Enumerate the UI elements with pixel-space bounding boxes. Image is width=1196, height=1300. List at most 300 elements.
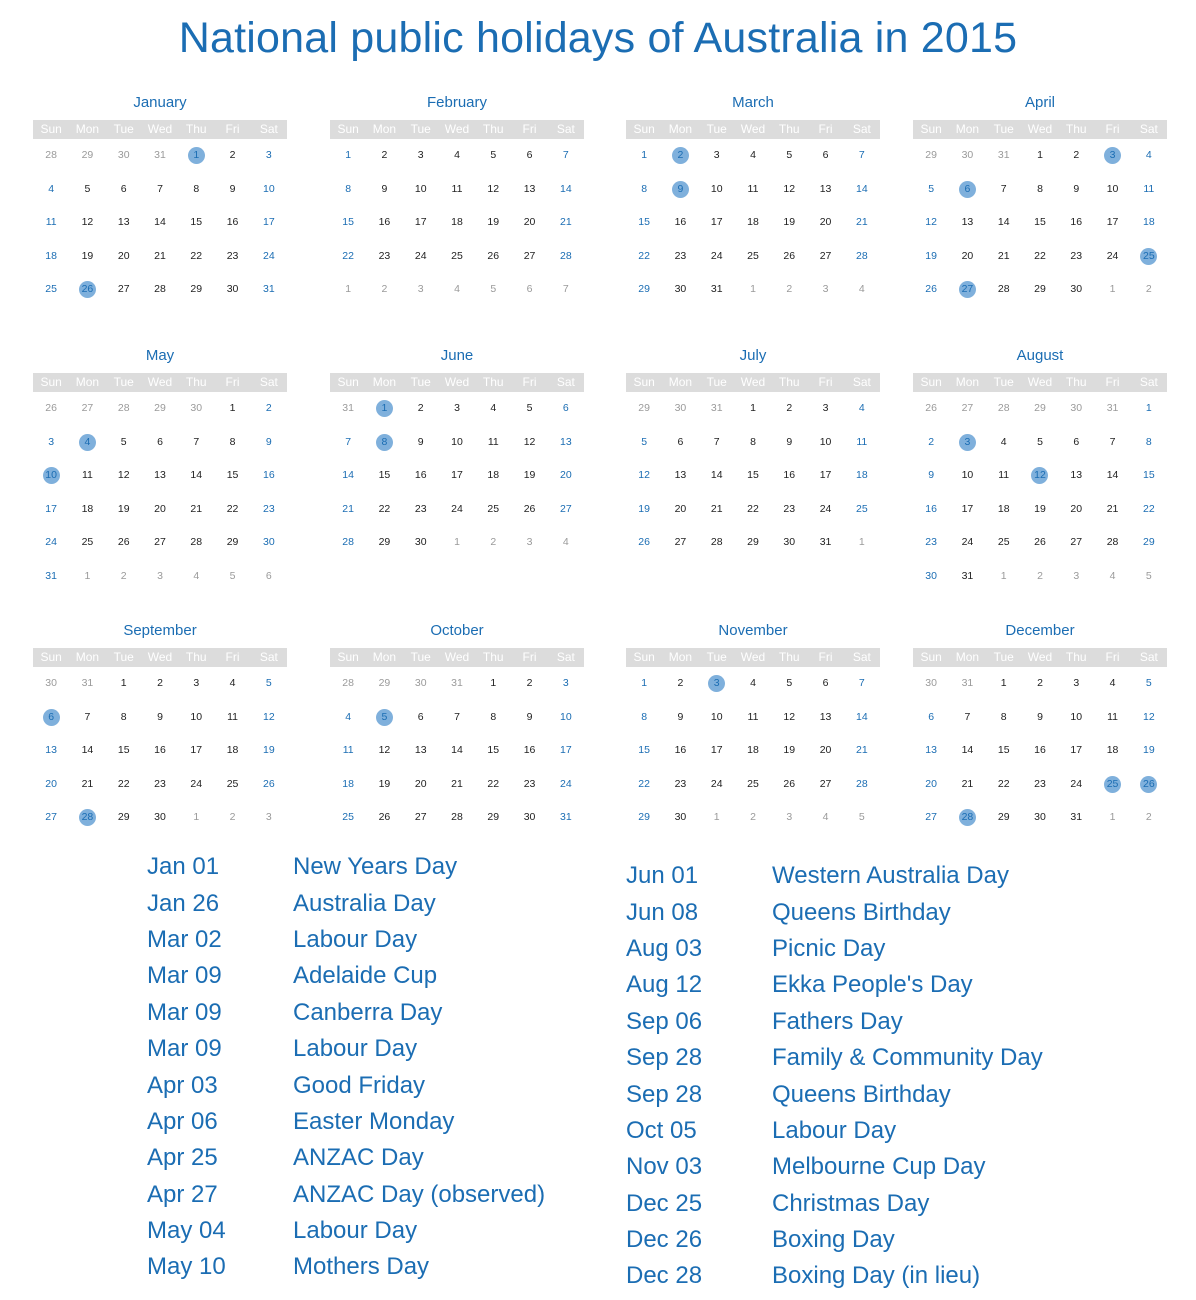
day-number: 9 xyxy=(381,182,388,195)
day-number: 17 xyxy=(1070,744,1083,757)
day-cell xyxy=(475,675,511,692)
holiday-name: Queens Birthday xyxy=(772,898,951,926)
week-row xyxy=(330,734,584,768)
weekday-label: Thu xyxy=(185,122,207,136)
month-calendar-september xyxy=(33,620,287,835)
day-number: 22 xyxy=(638,777,650,790)
week-row xyxy=(913,493,1167,527)
day-number: 4 xyxy=(750,149,756,162)
day-number: 6 xyxy=(526,149,533,162)
day-cell xyxy=(366,776,402,793)
day-cell xyxy=(807,776,843,793)
day-cell xyxy=(913,467,949,484)
day-cell xyxy=(403,501,439,518)
day-cell xyxy=(33,675,69,692)
day-number: 17 xyxy=(451,469,463,482)
day-number: 3 xyxy=(417,149,424,162)
day-number: 27 xyxy=(154,536,166,549)
day-number: 15 xyxy=(378,469,391,482)
day-number: 5 xyxy=(526,402,533,415)
day-cell xyxy=(699,776,735,793)
day-cell xyxy=(69,709,105,726)
day-cell xyxy=(178,501,214,518)
day-cell xyxy=(844,809,880,826)
weekday-label: Sat xyxy=(852,122,871,136)
day-number: 8 xyxy=(1037,182,1043,195)
day-number: 1 xyxy=(454,536,460,549)
day-cell xyxy=(844,709,880,726)
day-number: 7 xyxy=(562,149,569,162)
day-number: 9 xyxy=(1073,182,1080,195)
day-number: 3 xyxy=(265,811,272,824)
day-cell xyxy=(214,776,250,793)
month-name: May xyxy=(145,347,175,364)
month-name: August xyxy=(1016,347,1064,364)
day-cell xyxy=(142,214,178,231)
holiday-date: Dec 25 xyxy=(626,1189,703,1217)
day-cell xyxy=(626,809,662,826)
day-cell xyxy=(33,434,69,451)
day-cell xyxy=(1131,214,1167,231)
day-cell xyxy=(142,534,178,551)
day-number: 16 xyxy=(154,744,166,757)
day-number: 27 xyxy=(674,536,687,549)
day-number: 17 xyxy=(190,744,203,757)
day-cell xyxy=(142,809,178,826)
day-number: 25 xyxy=(997,536,1010,549)
day-cell xyxy=(106,501,142,518)
day-number: 18 xyxy=(1142,216,1155,229)
day-cell xyxy=(807,709,843,726)
week-row xyxy=(330,526,584,560)
day-cell xyxy=(662,675,698,692)
day-number: 19 xyxy=(783,216,796,229)
day-number: 28 xyxy=(959,809,976,826)
day-cell xyxy=(1131,147,1167,164)
week-row xyxy=(33,392,287,426)
week-row xyxy=(626,273,880,307)
week-row xyxy=(330,206,584,240)
day-cell xyxy=(771,400,807,417)
day-number: 15 xyxy=(1142,469,1155,482)
weekday-label: Tue xyxy=(706,375,727,389)
week-row xyxy=(626,493,880,527)
day-cell xyxy=(913,675,949,692)
day-number: 8 xyxy=(1145,435,1152,448)
day-number: 1 xyxy=(84,569,91,582)
day-cell xyxy=(1022,675,1058,692)
day-cell xyxy=(106,181,142,198)
day-number: 9 xyxy=(526,710,533,723)
day-number: 30 xyxy=(674,402,687,415)
day-cell xyxy=(251,400,287,417)
day-cell xyxy=(1022,434,1058,451)
day-cell xyxy=(106,568,142,585)
day-number: 5 xyxy=(229,569,236,582)
holiday-name: Labour Day xyxy=(293,1217,418,1245)
day-number: 20 xyxy=(559,469,572,482)
day-number: 30 xyxy=(925,677,937,690)
day-number: 31 xyxy=(342,402,354,415)
month-calendar-june xyxy=(330,345,584,560)
day-number: 6 xyxy=(928,710,935,723)
day-number: 9 xyxy=(928,469,935,482)
day-number: 24 xyxy=(190,777,203,790)
day-cell xyxy=(1094,181,1130,198)
day-cell xyxy=(214,534,250,551)
day-cell xyxy=(626,214,662,231)
day-number: 4 xyxy=(454,283,460,296)
day-number: 16 xyxy=(925,502,937,515)
day-cell xyxy=(844,181,880,198)
holiday-entry xyxy=(147,1213,545,1249)
day-number: 7 xyxy=(858,677,865,690)
day-number: 2 xyxy=(417,402,424,415)
day-cell xyxy=(330,214,366,231)
weekday-label: Sat xyxy=(259,375,278,389)
day-number: 18 xyxy=(451,216,463,229)
day-cell xyxy=(699,281,735,298)
weekday-label: Tue xyxy=(706,650,727,664)
holiday-entry xyxy=(147,958,545,994)
day-cell xyxy=(439,181,475,198)
week-row xyxy=(33,701,287,735)
weekday-label: Mon xyxy=(668,650,693,664)
day-cell xyxy=(106,248,142,265)
weekday-label: Fri xyxy=(522,122,537,136)
day-cell xyxy=(511,181,547,198)
week-row xyxy=(913,667,1167,701)
day-cell xyxy=(33,147,69,164)
day-number: 22 xyxy=(997,777,1010,790)
holiday-date: Apr 03 xyxy=(147,1071,218,1099)
day-cell xyxy=(330,248,366,265)
day-cell xyxy=(475,214,511,231)
holiday-date: Sep 28 xyxy=(626,1080,703,1108)
day-cell xyxy=(1058,147,1094,164)
day-cell xyxy=(626,709,662,726)
day-cell xyxy=(142,400,178,417)
day-number: 2 xyxy=(490,536,497,549)
weekday-label: Tue xyxy=(993,122,1014,136)
holiday-date: Apr 06 xyxy=(147,1107,218,1135)
month-name: June xyxy=(440,347,474,364)
day-cell xyxy=(1058,742,1094,759)
day-cell xyxy=(214,400,250,417)
day-number: 13 xyxy=(523,182,536,195)
day-cell xyxy=(1022,281,1058,298)
day-cell xyxy=(1022,248,1058,265)
day-number: 10 xyxy=(1070,710,1083,723)
day-cell xyxy=(548,675,584,692)
week-row xyxy=(626,240,880,274)
day-number: 10 xyxy=(414,182,427,195)
holiday-entry xyxy=(626,1076,1043,1112)
day-number: 13 xyxy=(819,710,832,723)
day-number: 11 xyxy=(1143,182,1155,195)
week-row xyxy=(913,734,1167,768)
day-cell xyxy=(662,742,698,759)
day-number: 27 xyxy=(959,281,976,298)
week-row xyxy=(33,426,287,460)
holiday-day-cell xyxy=(69,809,105,826)
day-number: 31 xyxy=(819,536,832,549)
day-number: 10 xyxy=(559,710,572,723)
holiday-name: Western Australia Day xyxy=(772,862,1009,890)
day-cell xyxy=(439,675,475,692)
day-cell xyxy=(1131,281,1167,298)
day-number: 19 xyxy=(925,249,937,262)
day-cell xyxy=(735,709,771,726)
day-cell xyxy=(913,534,949,551)
holiday-name: Good Friday xyxy=(293,1071,426,1099)
week-row xyxy=(913,173,1167,207)
day-number: 26 xyxy=(117,536,130,549)
day-cell xyxy=(439,214,475,231)
week-row xyxy=(626,701,880,735)
day-number: 26 xyxy=(262,777,275,790)
holiday-date: Aug 03 xyxy=(626,934,703,962)
day-cell xyxy=(807,467,843,484)
day-cell xyxy=(178,434,214,451)
day-number: 2 xyxy=(928,435,935,448)
day-number: 29 xyxy=(487,811,500,824)
weekday-label: Sun xyxy=(337,122,359,136)
holiday-name: Labour Day xyxy=(293,925,418,953)
holiday-date: Sep 06 xyxy=(626,1007,703,1035)
day-number: 23 xyxy=(523,777,536,790)
week-row xyxy=(33,768,287,802)
day-cell xyxy=(986,214,1022,231)
day-cell xyxy=(699,534,735,551)
day-number: 19 xyxy=(378,777,391,790)
day-cell xyxy=(1022,147,1058,164)
week-row xyxy=(626,801,880,835)
day-cell xyxy=(33,214,69,231)
day-number: 6 xyxy=(1073,435,1080,448)
day-number: 31 xyxy=(710,402,723,415)
day-cell xyxy=(69,501,105,518)
day-number: 16 xyxy=(674,744,687,757)
day-cell xyxy=(178,568,214,585)
day-number: 12 xyxy=(783,710,796,723)
day-cell xyxy=(251,675,287,692)
day-cell xyxy=(475,181,511,198)
day-cell xyxy=(439,248,475,265)
week-row xyxy=(33,240,287,274)
weekday-label: Sat xyxy=(556,375,575,389)
day-number: 19 xyxy=(262,744,275,757)
day-number: 2 xyxy=(229,149,236,162)
day-cell xyxy=(106,675,142,692)
day-number: 3 xyxy=(713,149,720,162)
day-cell xyxy=(735,534,771,551)
day-cell xyxy=(1094,214,1130,231)
day-cell xyxy=(626,742,662,759)
day-cell xyxy=(330,400,366,417)
weekday-label: Tue xyxy=(706,122,727,136)
week-row xyxy=(330,701,584,735)
day-number: 6 xyxy=(677,435,684,448)
day-cell xyxy=(106,214,142,231)
day-number: 25 xyxy=(855,502,868,515)
day-number: 18 xyxy=(81,502,94,515)
day-cell xyxy=(771,281,807,298)
weekday-label: Tue xyxy=(410,650,431,664)
holiday-name: Ekka People's Day xyxy=(772,971,973,999)
day-number: 30 xyxy=(414,677,427,690)
day-number: 21 xyxy=(961,777,974,790)
day-cell xyxy=(330,467,366,484)
day-cell xyxy=(214,281,250,298)
holiday-name: Mothers Day xyxy=(293,1253,430,1281)
day-cell xyxy=(735,467,771,484)
day-cell xyxy=(986,501,1022,518)
day-cell xyxy=(439,742,475,759)
day-number: 25 xyxy=(747,249,759,262)
day-cell xyxy=(511,501,547,518)
holiday-entry xyxy=(626,1113,1043,1149)
weekday-header xyxy=(626,120,880,139)
holiday-name: Fathers Day xyxy=(772,1007,903,1035)
day-number: 27 xyxy=(819,777,832,790)
day-number: 31 xyxy=(961,677,974,690)
day-cell xyxy=(662,248,698,265)
holiday-day-cell xyxy=(949,809,985,826)
day-number: 21 xyxy=(855,216,868,229)
weekday-header xyxy=(330,648,584,667)
holiday-date: May 04 xyxy=(147,1217,226,1245)
day-cell xyxy=(662,776,698,793)
week-row xyxy=(913,392,1167,426)
week-row xyxy=(33,139,287,173)
day-number: 20 xyxy=(45,777,57,790)
day-cell xyxy=(403,776,439,793)
day-number: 31 xyxy=(961,569,974,582)
day-cell xyxy=(511,675,547,692)
week-row xyxy=(330,273,584,307)
day-number: 3 xyxy=(48,435,55,448)
weekday-label: Mon xyxy=(668,122,693,136)
day-cell xyxy=(69,214,105,231)
day-number: 25 xyxy=(487,502,500,515)
holiday-name: Canberra Day xyxy=(293,998,443,1026)
day-number: 10 xyxy=(961,469,974,482)
day-number: 20 xyxy=(117,249,130,262)
day-cell xyxy=(735,776,771,793)
day-cell xyxy=(142,776,178,793)
day-number: 20 xyxy=(414,777,427,790)
day-cell xyxy=(913,776,949,793)
day-number: 6 xyxy=(959,181,976,198)
day-number: 29 xyxy=(638,283,650,296)
day-cell xyxy=(511,147,547,164)
day-cell xyxy=(366,534,402,551)
day-cell xyxy=(735,809,771,826)
day-number: 29 xyxy=(154,402,166,415)
weekday-label: Sun xyxy=(633,375,655,389)
day-number: 7 xyxy=(964,710,971,723)
day-number: 28 xyxy=(45,149,57,162)
day-cell xyxy=(1022,181,1058,198)
day-cell xyxy=(986,534,1022,551)
day-cell xyxy=(626,281,662,298)
day-number: 25 xyxy=(81,536,94,549)
day-number: 30 xyxy=(783,536,796,549)
day-cell xyxy=(366,501,402,518)
day-number: 2 xyxy=(229,811,236,824)
week-row xyxy=(913,560,1167,594)
day-cell xyxy=(69,181,105,198)
weekday-label: Sun xyxy=(920,122,942,136)
weekday-header xyxy=(626,373,880,392)
day-number: 3 xyxy=(526,536,533,549)
holiday-day-cell xyxy=(699,675,735,692)
holiday-entry xyxy=(626,967,1043,1003)
day-number: 23 xyxy=(674,249,687,262)
day-cell xyxy=(807,501,843,518)
day-cell xyxy=(475,147,511,164)
week-row xyxy=(913,459,1167,493)
day-number: 20 xyxy=(961,249,974,262)
day-number: 4 xyxy=(750,677,756,690)
day-cell xyxy=(403,467,439,484)
holiday-date: Mar 09 xyxy=(147,962,222,990)
day-cell xyxy=(735,248,771,265)
holiday-entry xyxy=(147,922,545,958)
day-number: 3 xyxy=(1073,677,1080,690)
day-number: 4 xyxy=(822,811,829,824)
holiday-date: Mar 02 xyxy=(147,925,222,953)
day-cell xyxy=(735,742,771,759)
day-number: 30 xyxy=(190,402,203,415)
day-cell xyxy=(475,281,511,298)
day-cell xyxy=(1094,248,1130,265)
day-cell xyxy=(986,181,1022,198)
day-number: 5 xyxy=(641,435,648,448)
day-cell xyxy=(511,709,547,726)
day-number: 16 xyxy=(226,216,239,229)
day-number: 30 xyxy=(961,149,974,162)
day-cell xyxy=(986,776,1022,793)
day-number: 14 xyxy=(855,182,868,195)
day-cell xyxy=(1094,400,1130,417)
week-row xyxy=(913,240,1167,274)
day-number: 11 xyxy=(747,182,759,195)
day-number: 23 xyxy=(378,249,391,262)
day-cell xyxy=(475,434,511,451)
holiday-entry xyxy=(147,995,545,1031)
day-number: 2 xyxy=(157,677,163,690)
day-number: 7 xyxy=(858,149,865,162)
day-number: 5 xyxy=(928,182,935,195)
weekday-label: Fri xyxy=(818,650,833,664)
day-cell xyxy=(662,709,698,726)
holiday-day-cell xyxy=(366,434,402,451)
week-row xyxy=(33,526,287,560)
holiday-date: Sep 28 xyxy=(626,1044,703,1072)
day-cell xyxy=(439,147,475,164)
day-number: 10 xyxy=(262,182,275,195)
day-number: 19 xyxy=(81,249,94,262)
day-cell xyxy=(735,501,771,518)
month-name: October xyxy=(430,622,484,639)
day-number: 20 xyxy=(819,744,832,757)
weekday-label: Sat xyxy=(556,122,575,136)
weekday-label: Fri xyxy=(1105,375,1120,389)
day-cell xyxy=(403,147,439,164)
day-number: 28 xyxy=(342,536,354,549)
